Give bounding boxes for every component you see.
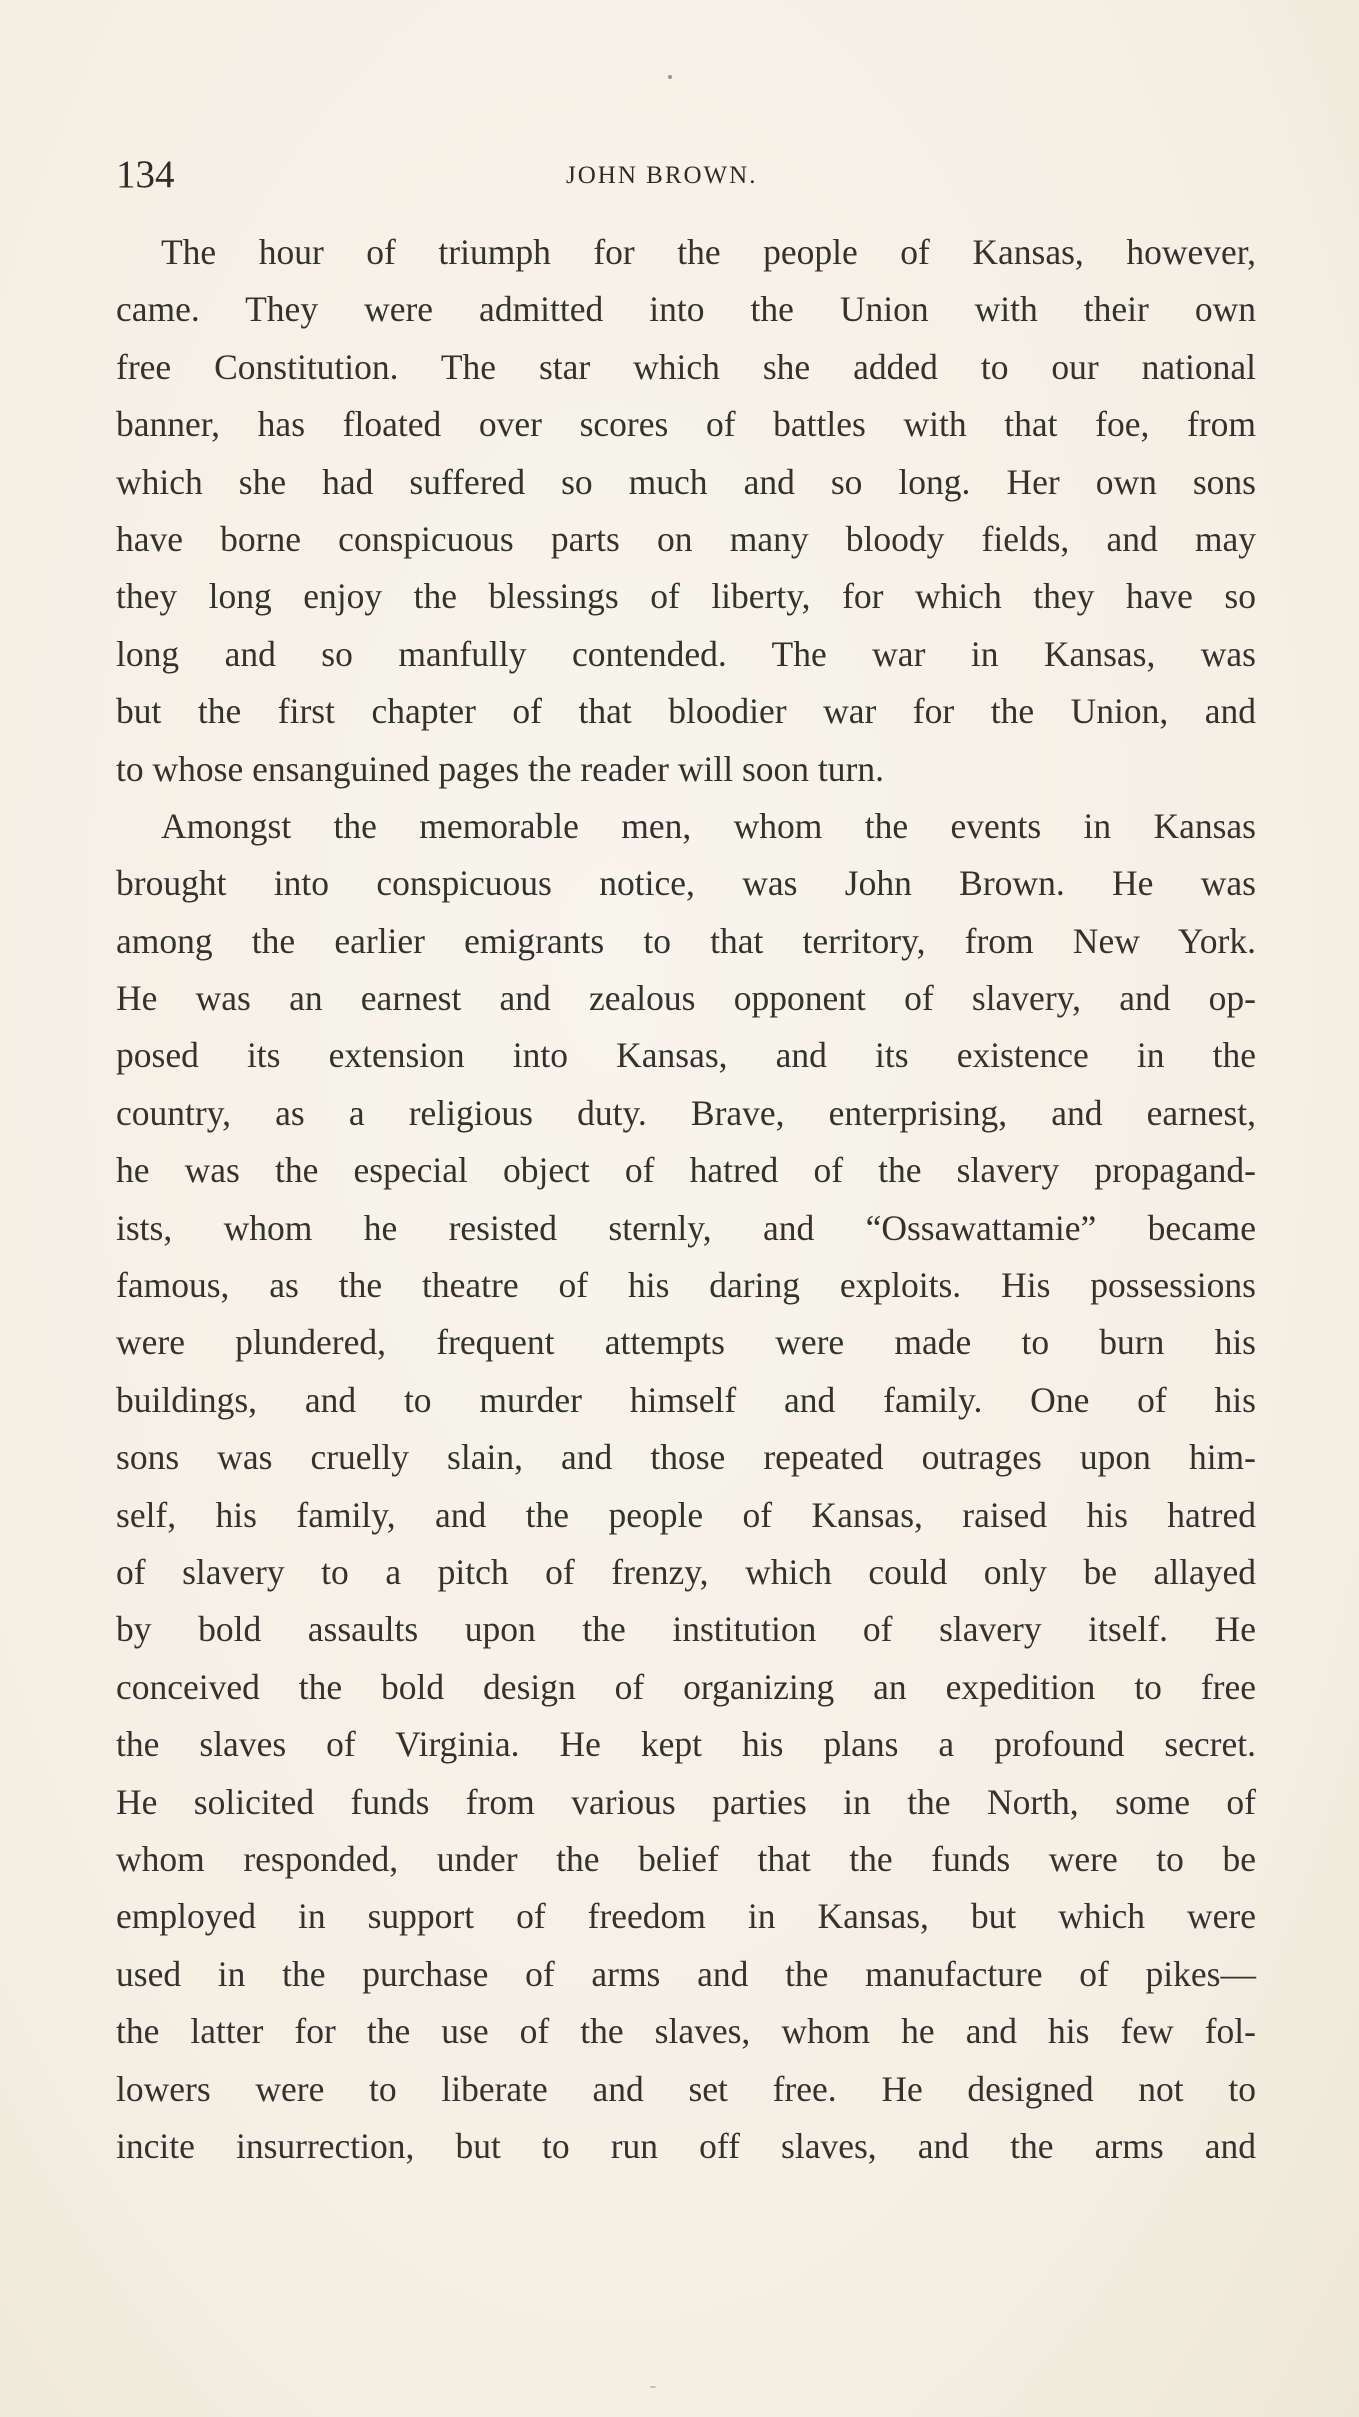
text-line: banner, has floated over scores of battles with that foe, from <box>116 404 1256 445</box>
text-line: they long enjoy the blessings of liberty, for which they have so <box>116 576 1256 617</box>
text-line: to whose ensanguined pages the reader will soon turn. <box>116 748 884 789</box>
text-line: were plundered, frequent attempts were made to burn his <box>116 1322 1256 1363</box>
text-line: have borne conspicuous parts on many bloody fields, and may <box>116 518 1256 559</box>
text-line: The hour of triumph for the people of Kansas, however, <box>161 232 1256 272</box>
text-line: sons was cruelly slain, and those repeated outrages upon him- <box>116 1437 1256 1478</box>
text-line: but the first chapter of that bloodier war for the Union, and <box>116 691 1256 732</box>
text-line: long and so manfully contended. The war in Kansas, was <box>116 633 1256 674</box>
text-line: by bold assaults upon the institution of slavery itself. He <box>116 1609 1256 1650</box>
paper-speck <box>668 75 672 79</box>
text-line: He solicited funds from various parties in the North, some of <box>116 1781 1256 1822</box>
paper-speck <box>650 2386 656 2388</box>
running-head: JOHN BROWN. <box>566 162 758 189</box>
text-line: brought into conspicuous notice, was John Brown. He was <box>116 863 1256 904</box>
text-line: He was an earnest and zealous opponent of slavery, and op- <box>116 978 1256 1019</box>
text-line: incite insurrection, but to run off slaves, and the arms and <box>116 2125 1256 2166</box>
text-line: came. They were admitted into the Union with their own <box>116 289 1256 330</box>
text-line: which she had suffered so much and so long. Her own sons <box>116 461 1256 502</box>
text-line: Amongst the memorable men, whom the events in Kansas <box>161 805 1256 846</box>
page-header <box>116 148 1256 198</box>
text-line: free Constitution. The star which she added to our national <box>116 346 1256 387</box>
text-line: the slaves of Virginia. He kept his plans a profound secret. <box>116 1724 1256 1765</box>
page-number: 134 <box>116 153 175 196</box>
text-line: country, as a religious duty. Brave, enterprising, and earnest, <box>116 1092 1256 1133</box>
text-line: famous, as the theatre of his daring exploits. His possessions <box>116 1265 1256 1306</box>
text-line: he was the especial object of hatred of the slavery propagand- <box>116 1150 1256 1191</box>
text-line: of slavery to a pitch of frenzy, which could only be allayed <box>116 1551 1256 1592</box>
body-text <box>116 224 1256 2175</box>
text-line: self, his family, and the people of Kansas, raised his hatred <box>116 1494 1256 1535</box>
text-line: lowers were to liberate and set free. He designed not to <box>116 2068 1256 2109</box>
text-line: whom responded, under the belief that the funds were to be <box>116 1838 1256 1879</box>
text-line: among the earlier emigrants to that territory, from New York. <box>116 920 1256 961</box>
text-line: conceived the bold design of organizing an expedition to free <box>116 1666 1256 1707</box>
text-line: posed its extension into Kansas, and its existence in the <box>116 1035 1256 1076</box>
text-line: buildings, and to murder himself and family. One of his <box>116 1379 1256 1420</box>
text-line: ists, whom he resisted sternly, and “Ossawattamie” became <box>116 1207 1256 1248</box>
text-line: the latter for the use of the slaves, whom he and his few fol- <box>116 2011 1256 2052</box>
text-line: employed in support of freedom in Kansas, but which were <box>116 1896 1256 1937</box>
text-line: used in the purchase of arms and the manufacture of pikes— <box>116 1953 1256 1994</box>
